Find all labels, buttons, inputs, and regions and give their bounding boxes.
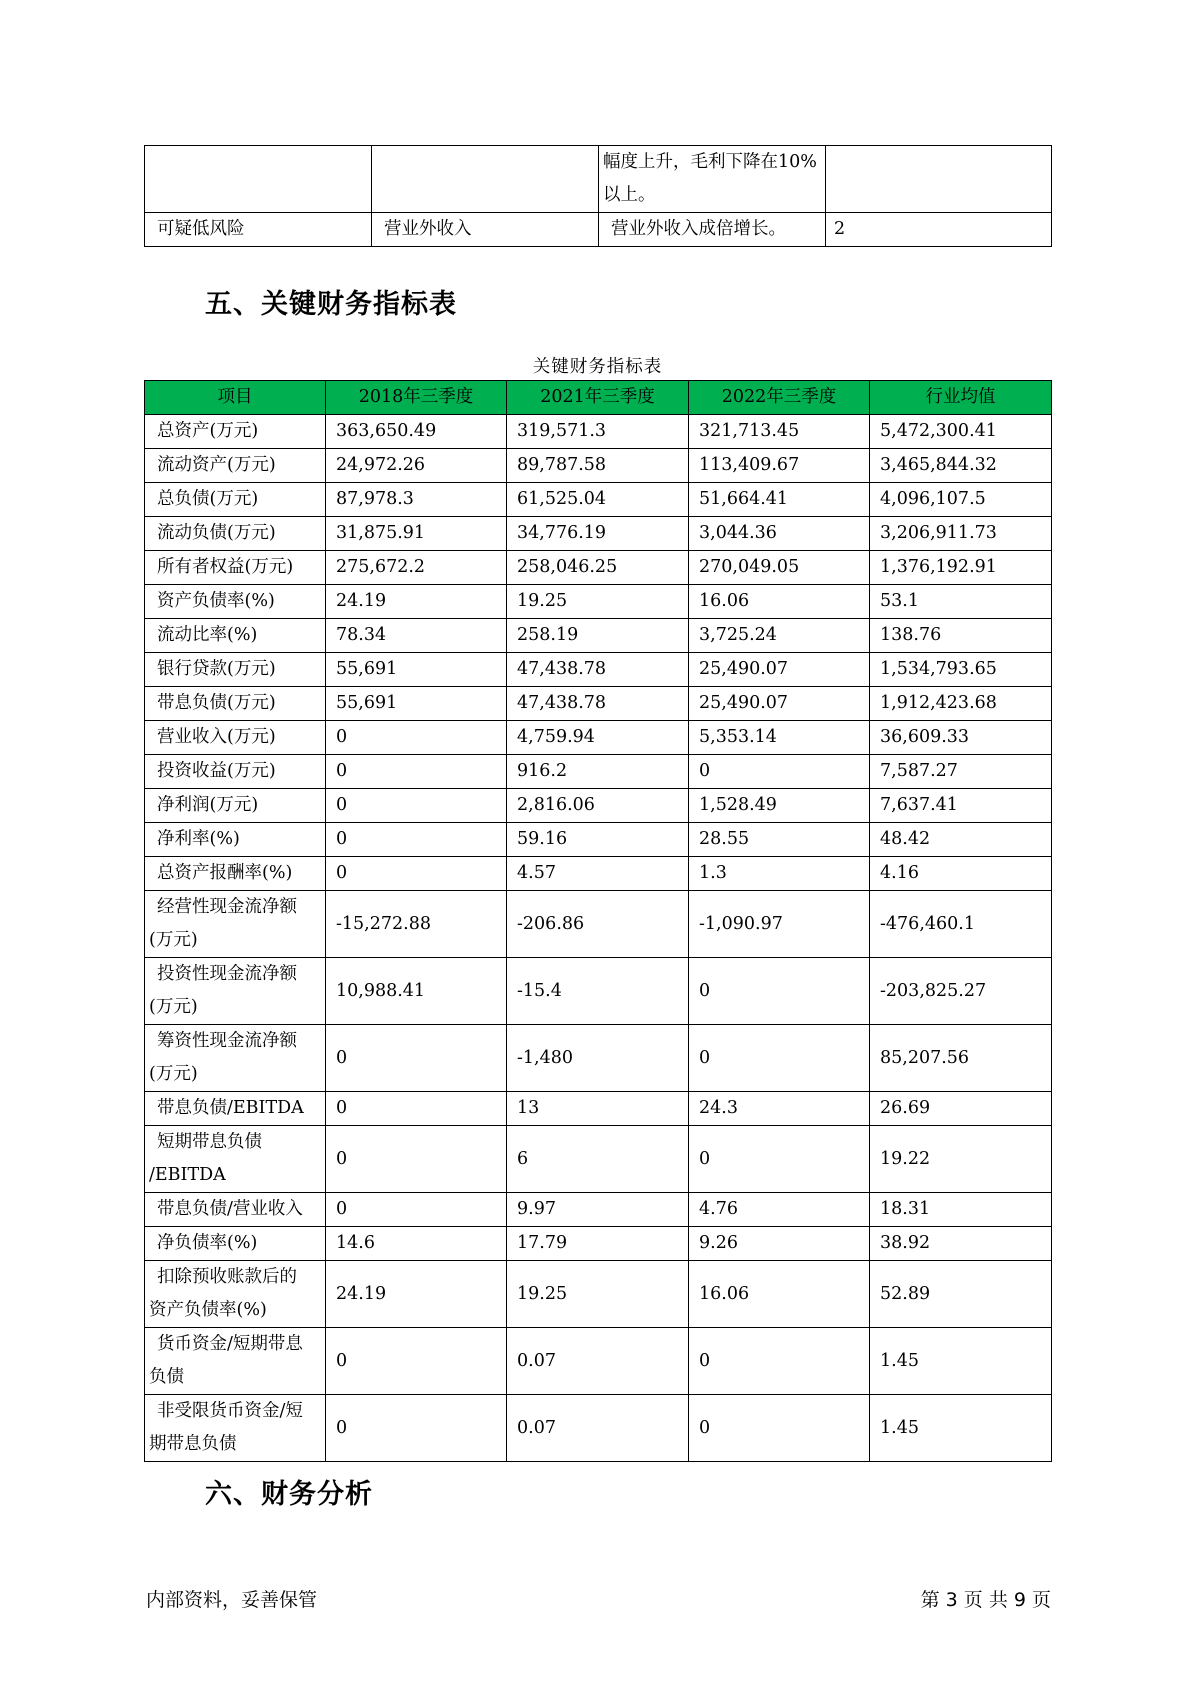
table-row-label: 资产负债率(%) <box>145 585 326 619</box>
table-cell: 4,759.94 <box>507 721 689 755</box>
table-cell: -206.86 <box>507 891 689 958</box>
table-row-label: 带息负债/EBITDA <box>145 1092 326 1126</box>
table-cell: -1,480 <box>507 1025 689 1092</box>
table-row <box>145 1261 1052 1328</box>
table-cell: 0 <box>326 1395 507 1462</box>
table-row-label: 总资产(万元) <box>145 415 326 449</box>
table-row <box>145 1193 1052 1227</box>
table-cell: 51,664.41 <box>689 483 870 517</box>
risk-table-row <box>145 213 1052 247</box>
table-cell: 9.26 <box>689 1227 870 1261</box>
table-cell: 270,049.05 <box>689 551 870 585</box>
table-cell: 24.19 <box>326 1261 507 1328</box>
table-cell: 24.19 <box>326 585 507 619</box>
table-cell: 47,438.78 <box>507 653 689 687</box>
table-cell: 7,637.41 <box>870 789 1052 823</box>
table-cell: -203,825.27 <box>870 958 1052 1025</box>
table-cell: 1,528.49 <box>689 789 870 823</box>
risk-table-cell: 营业外收入成倍增长。 <box>599 213 826 247</box>
table-row <box>145 653 1052 687</box>
table-header-cell: 行业均值 <box>870 381 1052 415</box>
table-row-label: 流动资产(万元) <box>145 449 326 483</box>
table-row <box>145 1025 1052 1092</box>
table-cell: 53.1 <box>870 585 1052 619</box>
table-cell: 3,465,844.32 <box>870 449 1052 483</box>
table-row <box>145 1092 1052 1126</box>
table-cell: 5,353.14 <box>689 721 870 755</box>
table-header-cell: 项目 <box>145 381 326 415</box>
table-cell: -15,272.88 <box>326 891 507 958</box>
table-cell: 10,988.41 <box>326 958 507 1025</box>
table-cell: 47,438.78 <box>507 687 689 721</box>
risk-table-cell <box>145 146 372 213</box>
table-cell: 6 <box>507 1126 689 1193</box>
table-cell: 16.06 <box>689 585 870 619</box>
table-row <box>145 891 1052 958</box>
table-cell: 9.97 <box>507 1193 689 1227</box>
table-row-label-line: 筹资性现金流净额 <box>157 1031 297 1051</box>
table-cell: 1.3 <box>689 857 870 891</box>
table-row-label-line: 资产负债率(%) <box>149 1300 267 1320</box>
table-cell: 1,912,423.68 <box>870 687 1052 721</box>
table-cell: 0 <box>326 721 507 755</box>
table-row-label: 净利率(%) <box>145 823 326 857</box>
table-cell: 59.16 <box>507 823 689 857</box>
table-row <box>145 1227 1052 1261</box>
table-cell: 0 <box>689 1395 870 1462</box>
table-row-label-line: /EBITDA <box>149 1165 226 1185</box>
table-cell: 1,534,793.65 <box>870 653 1052 687</box>
table-cell: 1.45 <box>870 1328 1052 1395</box>
table-cell: 0.07 <box>507 1328 689 1395</box>
table-cell: 363,650.49 <box>326 415 507 449</box>
table-cell: 113,409.67 <box>689 449 870 483</box>
table-row-label <box>145 1025 326 1092</box>
table-cell: 1.45 <box>870 1395 1052 1462</box>
table-cell: 916.2 <box>507 755 689 789</box>
table-cell: 17.79 <box>507 1227 689 1261</box>
table-cell: 85,207.56 <box>870 1025 1052 1092</box>
table-row-label: 净利润(万元) <box>145 789 326 823</box>
table-cell: 0 <box>326 1092 507 1126</box>
table-row <box>145 1395 1052 1462</box>
table-row <box>145 483 1052 517</box>
table-row-label: 流动负债(万元) <box>145 517 326 551</box>
table-cell: 138.76 <box>870 619 1052 653</box>
risk-table-cell <box>826 146 1052 213</box>
risk-table-cell <box>372 146 599 213</box>
table-cell: 258,046.25 <box>507 551 689 585</box>
table-cell: 24.3 <box>689 1092 870 1126</box>
table-header-cell: 2018年三季度 <box>326 381 507 415</box>
table-cell: 24,972.26 <box>326 449 507 483</box>
table-row <box>145 823 1052 857</box>
risk-table-cell: 可疑低风险 <box>145 213 372 247</box>
table-cell: 25,490.07 <box>689 687 870 721</box>
table-row <box>145 857 1052 891</box>
table-cell: 1,376,192.91 <box>870 551 1052 585</box>
table-row <box>145 755 1052 789</box>
table-row-label-line: 期带息负债 <box>149 1434 237 1454</box>
table-row <box>145 1328 1052 1395</box>
table-row-label-line: (万元) <box>149 1064 198 1084</box>
table-cell: 87,978.3 <box>326 483 507 517</box>
table-cell: 0 <box>326 823 507 857</box>
table-cell: 0.07 <box>507 1395 689 1462</box>
section-title: 五、关键财务指标表 <box>205 289 457 320</box>
table-row-label-line: 短期带息负债 <box>157 1132 262 1152</box>
table-row-label-line: 投资性现金流净额 <box>157 964 297 984</box>
table-row-label-line: 货币资金/短期带息 <box>157 1334 303 1354</box>
financial-indicators-table-body <box>145 381 1052 1462</box>
footer-confidential-note: 内部资料，妥善保管 <box>146 1589 318 1611</box>
table-cell: 4,096,107.5 <box>870 483 1052 517</box>
table-row-label-line: (万元) <box>149 997 198 1017</box>
table-row-label: 流动比率(%) <box>145 619 326 653</box>
table-cell: 0 <box>326 789 507 823</box>
table-row <box>145 517 1052 551</box>
table-cell: 25,490.07 <box>689 653 870 687</box>
table-header-row <box>145 381 1052 415</box>
table-cell: 52.89 <box>870 1261 1052 1328</box>
risk-table-cell: 营业外收入 <box>372 213 599 247</box>
table-cell: 19.25 <box>507 1261 689 1328</box>
risk-table <box>144 145 1052 247</box>
table-header-cell: 2022年三季度 <box>689 381 870 415</box>
table-row-label: 带息负债(万元) <box>145 687 326 721</box>
table-cell: 258.19 <box>507 619 689 653</box>
table-row <box>145 789 1052 823</box>
table-row-label: 总资产报酬率(%) <box>145 857 326 891</box>
table-cell: 26.69 <box>870 1092 1052 1126</box>
table-row-label <box>145 1261 326 1328</box>
table-cell: 19.25 <box>507 585 689 619</box>
financial-indicators-table <box>144 380 1052 1462</box>
table-row-label-line: 负债 <box>149 1367 184 1387</box>
table-cell: 5,472,300.41 <box>870 415 1052 449</box>
table-row-label-line: 非受限货币资金/短 <box>157 1401 303 1421</box>
table-cell: 321,713.45 <box>689 415 870 449</box>
table-row <box>145 721 1052 755</box>
table-cell: 0 <box>689 755 870 789</box>
table-row-label-line: 经营性现金流净额 <box>157 897 297 917</box>
table-cell: 3,725.24 <box>689 619 870 653</box>
table-cell: 319,571.3 <box>507 415 689 449</box>
table-cell: 0 <box>326 1025 507 1092</box>
section-title: 六、财务分析 <box>205 1479 373 1510</box>
table-cell: 13 <box>507 1092 689 1126</box>
risk-table-cell-line: 幅度上升，毛利下降在10% <box>603 152 817 172</box>
table-row <box>145 415 1052 449</box>
table-cell: 55,691 <box>326 687 507 721</box>
table-cell: 2,816.06 <box>507 789 689 823</box>
table-header-cell: 2021年三季度 <box>507 381 689 415</box>
table-row <box>145 619 1052 653</box>
table-cell: 0 <box>689 1126 870 1193</box>
table-row-label-line: 扣除预收账款后的 <box>157 1267 297 1287</box>
table-cell: -15.4 <box>507 958 689 1025</box>
table-cell: 34,776.19 <box>507 517 689 551</box>
table-cell: 0 <box>689 958 870 1025</box>
table-cell: 61,525.04 <box>507 483 689 517</box>
risk-table-cell: 2 <box>826 213 1052 247</box>
table-cell: 0 <box>326 1193 507 1227</box>
table-cell: 3,044.36 <box>689 517 870 551</box>
table-cell: -476,460.1 <box>870 891 1052 958</box>
table-row <box>145 551 1052 585</box>
table-row-label: 银行贷款(万元) <box>145 653 326 687</box>
table-row <box>145 1126 1052 1193</box>
table-row-label-line: (万元) <box>149 930 198 950</box>
table-row-label <box>145 1126 326 1193</box>
table-cell: -1,090.97 <box>689 891 870 958</box>
table-row-label: 带息负债/营业收入 <box>145 1193 326 1227</box>
table-cell: 31,875.91 <box>326 517 507 551</box>
table-cell: 28.55 <box>689 823 870 857</box>
table-cell: 0 <box>326 1328 507 1395</box>
table-cell: 16.06 <box>689 1261 870 1328</box>
footer-page-number: 第 3 页 共 9 页 <box>920 1589 1051 1611</box>
table-row <box>145 449 1052 483</box>
table-cell: 7,587.27 <box>870 755 1052 789</box>
table-row-label <box>145 1395 326 1462</box>
table-cell: 4.76 <box>689 1193 870 1227</box>
table-row-label <box>145 958 326 1025</box>
table-row-label <box>145 891 326 958</box>
risk-table-cell-line: 以上。 <box>603 185 656 205</box>
table-caption: 关键财务指标表 <box>532 357 663 377</box>
table-row-label: 所有者权益(万元) <box>145 551 326 585</box>
table-cell: 14.6 <box>326 1227 507 1261</box>
table-row-label: 净负债率(%) <box>145 1227 326 1261</box>
table-row <box>145 585 1052 619</box>
table-cell: 0 <box>689 1328 870 1395</box>
table-row-label: 投资收益(万元) <box>145 755 326 789</box>
table-cell: 48.42 <box>870 823 1052 857</box>
table-cell: 18.31 <box>870 1193 1052 1227</box>
table-cell: 0 <box>326 857 507 891</box>
table-row <box>145 958 1052 1025</box>
table-cell: 4.16 <box>870 857 1052 891</box>
table-row-label <box>145 1328 326 1395</box>
table-cell: 78.34 <box>326 619 507 653</box>
table-cell: 4.57 <box>507 857 689 891</box>
table-cell: 275,672.2 <box>326 551 507 585</box>
table-cell: 0 <box>326 1126 507 1193</box>
table-row-label: 营业收入(万元) <box>145 721 326 755</box>
table-cell: 0 <box>689 1025 870 1092</box>
risk-table-cell <box>599 146 826 213</box>
table-cell: 36,609.33 <box>870 721 1052 755</box>
table-row <box>145 687 1052 721</box>
table-row-label: 总负债(万元) <box>145 483 326 517</box>
table-cell: 19.22 <box>870 1126 1052 1193</box>
table-cell: 38.92 <box>870 1227 1052 1261</box>
table-cell: 3,206,911.73 <box>870 517 1052 551</box>
table-cell: 89,787.58 <box>507 449 689 483</box>
table-cell: 0 <box>326 755 507 789</box>
risk-table-row <box>145 146 1052 213</box>
table-cell: 55,691 <box>326 653 507 687</box>
